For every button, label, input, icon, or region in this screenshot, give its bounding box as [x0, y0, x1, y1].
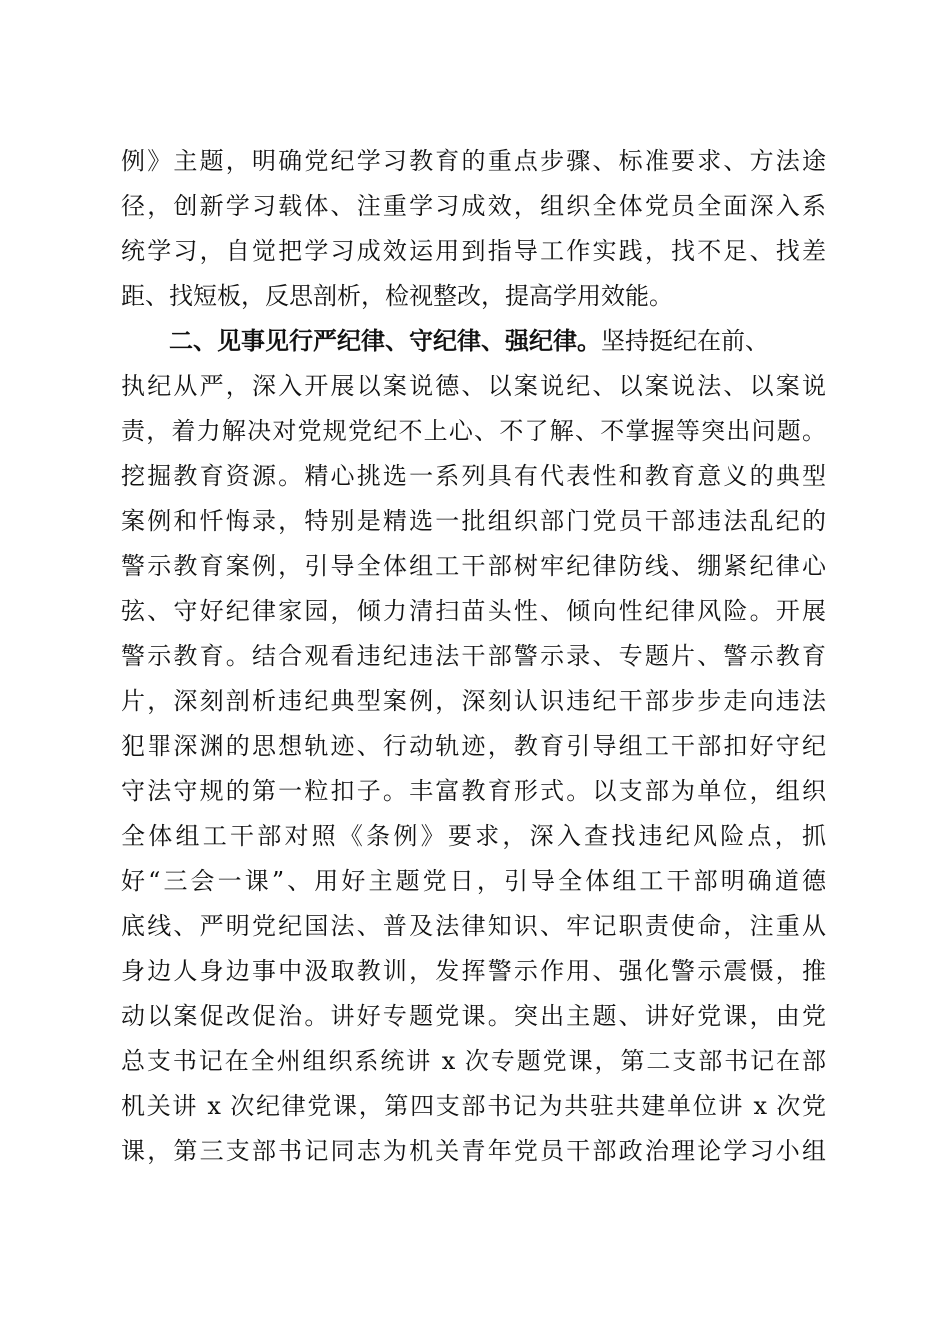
section2-line-18: 课，第三支部书记同志为机关青年党员干部政治理论学习小组	[121, 1137, 826, 1165]
section2-line-15: 动以案促改促治。讲好专题党课。突出主题、讲好党课，由党	[121, 1002, 826, 1030]
section2-line-5: 警示教育案例，引导全体组工干部树牢纪律防线、绷紧纪律心	[121, 552, 826, 580]
section2-line-3: 挖掘教育资源。精心挑选一系列具有代表性和教育意义的典型	[121, 462, 826, 490]
section2-line-6: 弦、守好纪律家园，倾力清扫苗头性、倾向性纪律风险。开展	[121, 597, 826, 625]
paragraph1-line-3: 统学习，自觉把学习成效运用到指导工作实践，找不足、找差	[121, 237, 826, 265]
section2-line-11: 全体组工干部对照《条例》要求，深入查找违纪风险点，抓	[121, 822, 826, 850]
section2-first-line-text: 坚持挺纪在前、	[601, 327, 769, 355]
section2-line-1: 执纪从严，深入开展以案说德、以案说纪、以案说法、以案说	[121, 372, 826, 400]
section2-line-13: 底线、严明党纪国法、普及法律知识、牢记职责使命，注重从	[121, 912, 826, 940]
section2-line-7: 警示教育。结合观看违纪违法干部警示录、专题片、警示教育	[121, 642, 826, 670]
section2-first-line	[169, 321, 826, 361]
section2-heading: 二、见事见行严纪律、守纪律、强纪律。	[169, 327, 601, 355]
section2-line-12: 好“三会一课”、用好主题党日，引导全体组工干部明确道德	[121, 867, 826, 895]
paragraph1-line-1: 例》主题，明确党纪学习教育的重点步骤、标准要求、方法途	[121, 147, 826, 175]
section2-line-14: 身边人身边事中汲取教训，发挥警示作用、强化警示震慑，推	[121, 957, 826, 985]
section2-line-8: 片，深刻剖析违纪典型案例，深刻认识违纪干部步步走向违法	[121, 687, 826, 715]
section2-line-10: 守法守规的第一粒扣子。丰富教育形式。以支部为单位，组织	[121, 777, 826, 805]
paragraph1-line-4: 距、找短板，反思剖析，检视整改，提高学用效能。	[121, 282, 673, 310]
paragraph1-line-2: 径，创新学习载体、注重学习成效，组织全体党员全面深入系	[121, 192, 826, 220]
section2-line-9: 犯罪深渊的思想轨迹、行动轨迹，教育引导组工干部扣好守纪	[121, 732, 826, 760]
section2-line-2: 责，着力解决对党规党纪不上心、不了解、不掌握等突出问题。	[121, 417, 826, 445]
section2-line-4: 案例和忏悔录，特别是精选一批组织部门党员干部违法乱纪的	[121, 507, 826, 535]
section2-line-16: 总支书记在全州组织系统讲 x 次专题党课，第二支部书记在部	[121, 1047, 826, 1075]
section2-line-17: 机关讲 x 次纪律党课，第四支部书记为共驻共建单位讲 x 次党	[121, 1092, 826, 1120]
